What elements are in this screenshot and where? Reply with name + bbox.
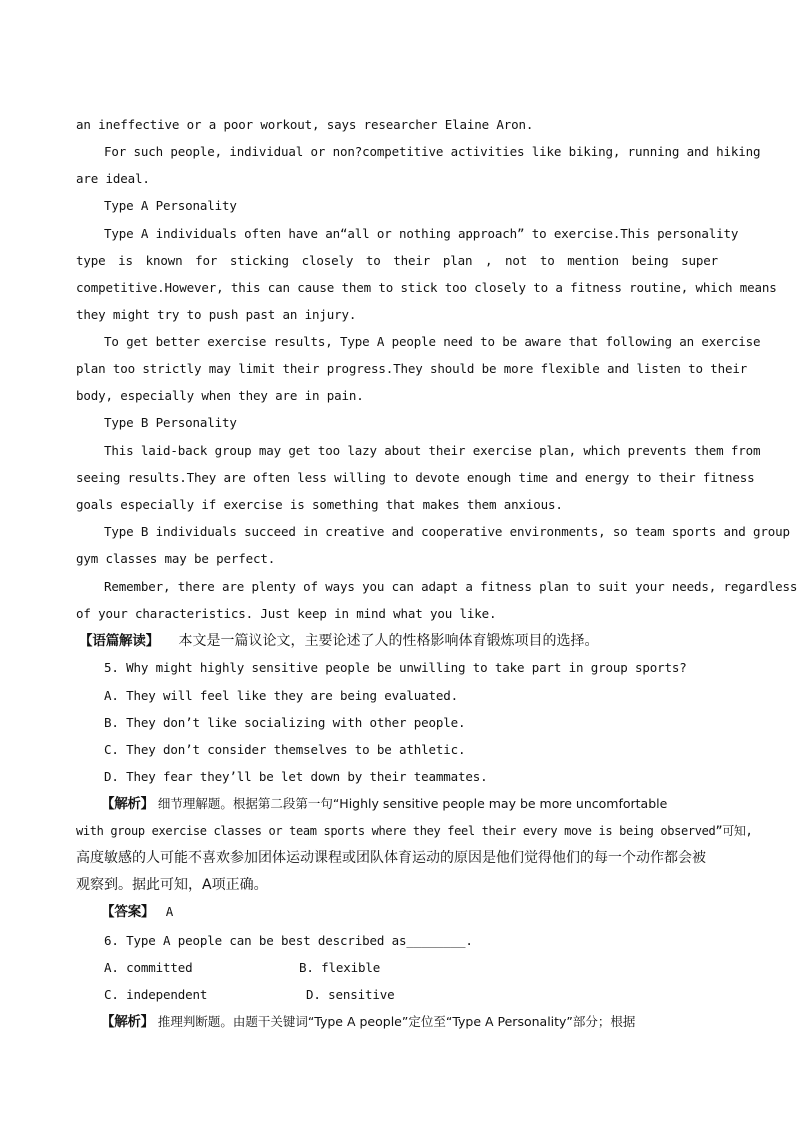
question-6-stem: 6. Type A people can be best described as________. xyxy=(104,933,473,948)
question-5-explanation-line: 观察到。据此可知，A项正确。 xyxy=(76,877,268,893)
question-6-options-row-2 xyxy=(104,986,718,1004)
passage-line: goals especially if exercise is something that makes them anxious. xyxy=(76,497,563,512)
passage-line: For such people, individual or non?competitive activities like biking, running and hiking xyxy=(104,144,761,159)
passage-line: seeing results.They are often less willing to devote enough time and energy to their fitness xyxy=(76,470,755,485)
section-heading-type-a: Type A Personality xyxy=(104,198,237,213)
question-6-option-d: D. sensitive xyxy=(306,987,395,1002)
question-5-option-a: A. They will feel like they are being evaluated. xyxy=(104,688,459,703)
passage-line: Remember, there are plenty of ways you can adapt a fitness plan to suit your needs, regardless xyxy=(104,579,797,594)
question-5-explanation-line: 高度敏感的人可能不喜欢参加团体运动课程或团队体育运动的原因是他们觉得他们的每一个动作都会被 xyxy=(76,850,706,866)
explanation-tag: 【解析】 xyxy=(101,1014,154,1030)
passage-line: gym classes may be perfect. xyxy=(76,551,276,566)
analysis-tag: 【语篇解读】 xyxy=(79,633,160,649)
explanation-text: 推理判断题。由题干关键词“Type A people”定位至“Type A Personality”部分；根据 xyxy=(157,1014,636,1029)
passage-line: competitive.However, this can cause them to stick too closely to a fitness routine, which means xyxy=(76,280,777,295)
passage-line: are ideal. xyxy=(76,171,150,186)
explanation-tag: 【解析】 xyxy=(101,796,154,812)
question-5-explanation-line xyxy=(101,795,718,813)
question-5-option-c: C. They don’t consider themselves to be athletic. xyxy=(104,742,466,757)
passage-line: This laid-back group may get too lazy about their exercise plan, which prevents them from xyxy=(104,443,761,458)
question-6-option-c: C. independent xyxy=(104,987,208,1002)
passage-line: Type B individuals succeed in creative and cooperative environments, so team sports and group xyxy=(104,524,790,539)
answer-tag: 【答案】 xyxy=(101,904,155,920)
analysis-text: 本文是一篇议论文，主要论述了人的性格影响体育锻炼项目的选择。 xyxy=(178,633,599,649)
passage-line: Type A individuals often have an“all or nothing approach” to exercise.This personality xyxy=(104,226,739,241)
question-5-option-d: D. They fear they’ll be let down by their teammates. xyxy=(104,769,488,784)
passage-line: body, especially when they are in pain. xyxy=(76,388,364,403)
passage-analysis xyxy=(79,632,718,650)
passage-line: To get better exercise results, Type A people need to be aware that following an exercise xyxy=(104,334,761,349)
passage-line: they might try to push past an injury. xyxy=(76,307,357,322)
question-6-option-a: A. committed xyxy=(104,960,193,975)
passage-line: an ineffective or a poor workout, says researcher Elaine Aron. xyxy=(76,117,534,132)
section-heading-type-b: Type B Personality xyxy=(104,415,237,430)
passage-line: plan too strictly may limit their progress.They should be more flexible and listen to their xyxy=(76,361,748,376)
answer-value: A xyxy=(165,904,174,919)
question-5-stem: 5. Why might highly sensitive people be unwilling to take part in group sports? xyxy=(104,660,687,675)
question-6-options-row-1 xyxy=(104,959,718,977)
question-5-answer xyxy=(101,903,718,921)
explanation-text: 细节理解题。根据第二段第一句“Highly sensitive people may be more uncomfortable xyxy=(157,796,668,811)
passage-line: type is known for sticking closely to their plan , not to mention being super xyxy=(76,253,718,268)
question-6-option-b: B. flexible xyxy=(299,960,381,975)
question-6-explanation-line xyxy=(101,1013,718,1031)
passage-line: of your characteristics. Just keep in mind what you like. xyxy=(76,606,497,621)
question-5-option-b: B. They don’t like socializing with other people. xyxy=(104,715,466,730)
question-5-explanation-line: with group exercise classes or team sports where they feel their every move is being observed”可知, xyxy=(76,824,753,838)
